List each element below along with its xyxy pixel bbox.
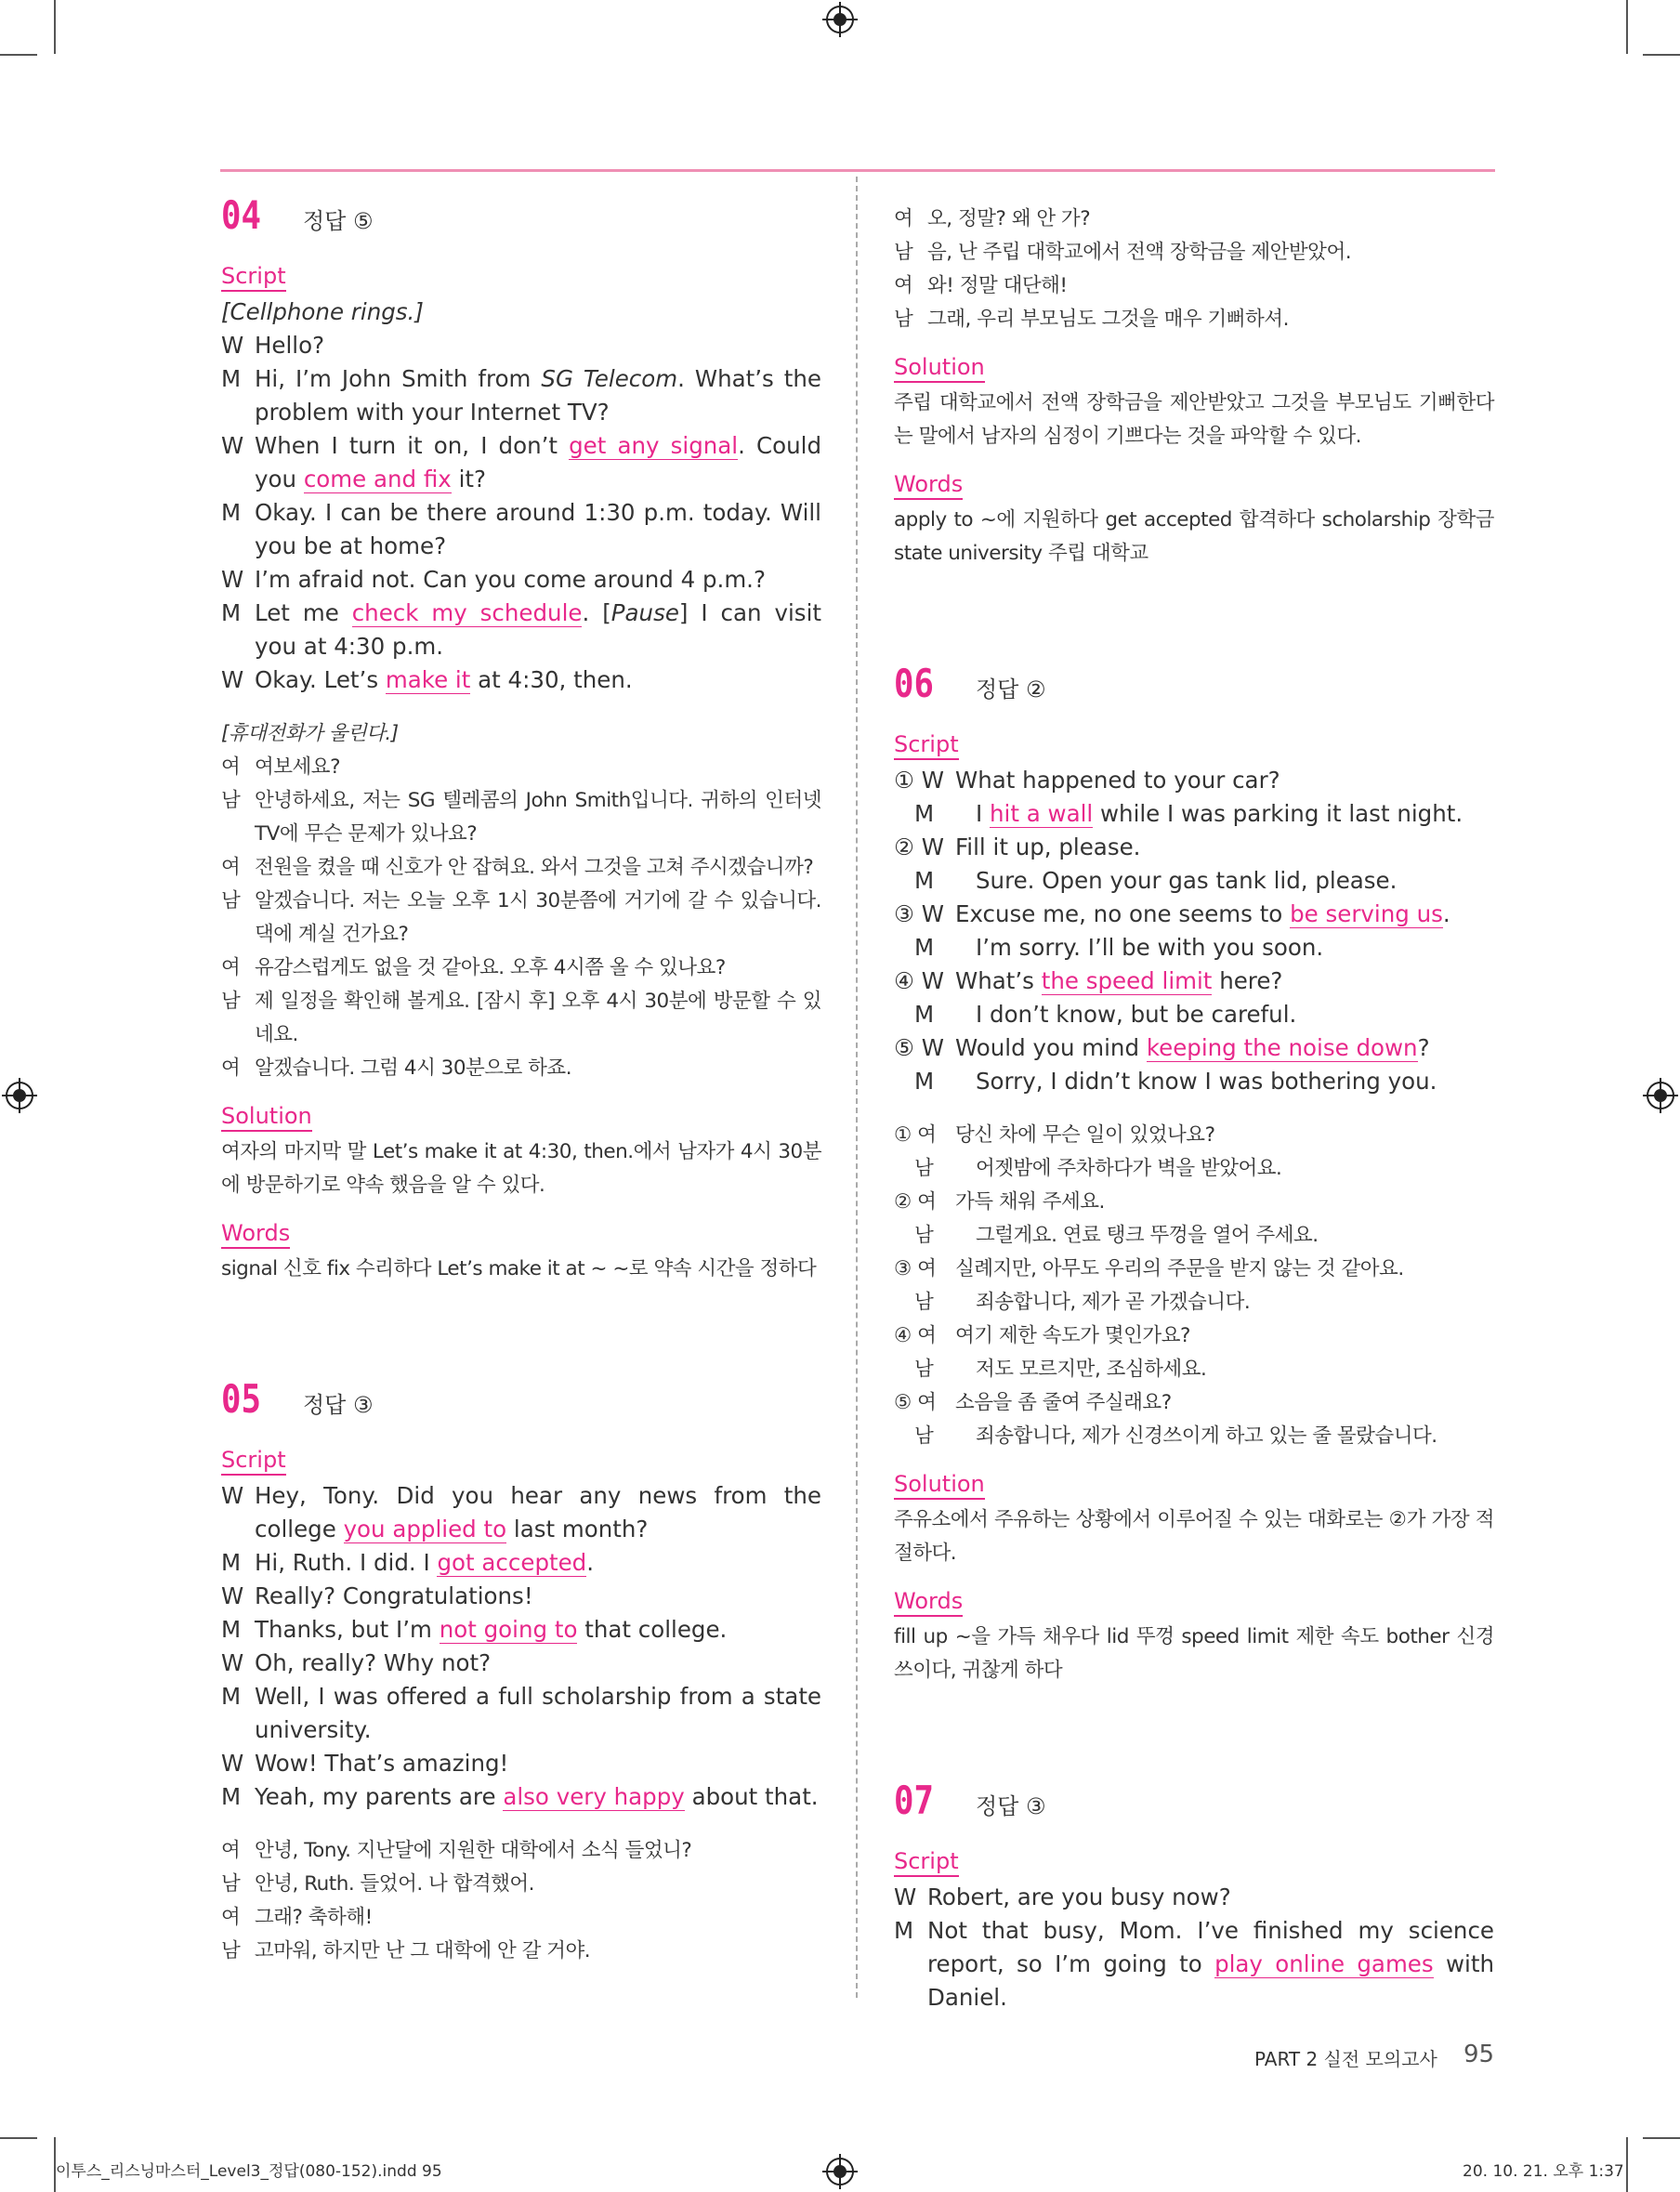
translation-text: 죄송합니다, 제가 곧 가겠습니다. [976, 1291, 1251, 1314]
speaker-label: 여 [221, 1057, 241, 1080]
dialogue-line [221, 1580, 821, 1613]
translation-line [894, 1219, 1494, 1253]
text-segment: Wow! That’s amazing! [255, 1750, 509, 1777]
dialogue-line [894, 1031, 1494, 1065]
dialogue-text [976, 864, 1494, 898]
question-number: 05 [221, 1376, 261, 1422]
speaker-label: M [221, 1783, 242, 1810]
highlighted-phrase: get any signal [569, 432, 739, 459]
speaker-label: M [221, 599, 242, 626]
speaker-label: W [221, 666, 244, 693]
text-segment: Let me [255, 599, 352, 626]
translation-text: 소음을 좀 줄여 주실래요? [955, 1391, 1172, 1414]
words-text: fill up ~을 가득 채우다 lid 뚜껑 speed limit 제한 속도 bother 신경쓰이다, 귀찮게 하다 [894, 1625, 1494, 1682]
speaker-label: ② W [894, 833, 944, 860]
text-segment: with Daniel. [927, 1950, 1494, 2011]
speaker-label: W [221, 1649, 244, 1676]
highlighted-phrase: be serving us [1290, 900, 1443, 927]
text-segment: last month? [506, 1516, 649, 1542]
dialogue-line [221, 496, 821, 563]
dialogue-line [221, 429, 821, 496]
text-segment: here? [1212, 967, 1283, 994]
translation-line [894, 203, 1494, 236]
translation-line [894, 1386, 1494, 1420]
speaker-label: M [914, 1001, 935, 1028]
dialogue-text [255, 1479, 821, 1546]
speaker-label: M [914, 1068, 935, 1095]
answer-key: 정답 ③ [303, 1392, 374, 1418]
dialogue-line [221, 1647, 821, 1680]
speaker-label: 남 [914, 1424, 934, 1448]
script-dialogue [894, 764, 1494, 1098]
dialogue-line [221, 1479, 821, 1546]
text-segment: Hi, Ruth. I did. I [255, 1549, 438, 1576]
dialogue-text [255, 329, 821, 362]
translation-text: 여보세요? [255, 755, 340, 779]
speaker-label: ① W [894, 767, 944, 794]
speaker-label: 남 [914, 1358, 934, 1381]
speaker-label: 여 [221, 1839, 241, 1862]
translation-line [221, 1834, 821, 1868]
text-segment: Okay. I can be there around 1:30 p.m. today. Will you be at home? [255, 499, 821, 559]
dialogue-text [955, 898, 1494, 931]
translation-text: 제 일정을 확인해 볼게요. [잠시 후] 오후 4시 30분에 방문할 수 있네요. [255, 990, 821, 1046]
solution-label: Solution [221, 1102, 312, 1132]
text-segment: Would you mind [955, 1034, 1147, 1061]
highlighted-phrase: check my schedule [351, 599, 583, 626]
speaker-label: M [221, 499, 242, 526]
dialogue-text [255, 1747, 821, 1780]
highlighted-phrase: you applied to [343, 1516, 507, 1542]
dialogue-line [894, 965, 1494, 998]
translation-line [221, 851, 821, 885]
translation-text: 그래, 우리 부모님도 그것을 매우 기뻐하셔. [927, 308, 1289, 331]
text-segment: Well, I was offered a full scholarship from a state university. [255, 1683, 821, 1743]
question-number: 06 [894, 661, 934, 706]
translation-dialogue [894, 203, 1494, 336]
words-label: Words [221, 1219, 290, 1249]
speaker-label: M [221, 1616, 242, 1643]
text-segment: at 4:30, then. [470, 666, 633, 693]
translation-text: 죄송합니다, 제가 신경쓰이게 하고 있는 줄 몰랐습니다. [976, 1424, 1437, 1448]
translation-line [894, 1353, 1494, 1386]
footer-part-title: PART 2 실전 모의고사 [1254, 2048, 1437, 2070]
speaker-label: 여 [221, 856, 241, 879]
translation-line [894, 1253, 1494, 1286]
translation-text: 고마워, 하지만 난 그 대학에 안 갈 거야. [255, 1939, 591, 1962]
dialogue-line [894, 831, 1494, 864]
dialogue-line [221, 563, 821, 597]
text-segment: . [586, 1549, 595, 1576]
translation-text: 전원을 켰을 때 신호가 안 잡혀요. 와서 그것을 고쳐 주시겠습니까? [255, 856, 814, 879]
text-segment: it? [451, 466, 487, 492]
text-segment: Oh, really? Why not? [255, 1649, 492, 1676]
translation-text: 음, 난 주립 대학교에서 전액 장학금을 제안받았어. [927, 241, 1352, 264]
right-column [894, 203, 1494, 2015]
speaker-label: ⑤ 여 [894, 1391, 937, 1414]
dialogue-line [221, 362, 821, 429]
dialogue-text [255, 1613, 821, 1647]
translation-text: 당신 차에 무슨 일이 있었나요? [955, 1123, 1215, 1147]
dialogue-line [221, 663, 821, 697]
speaker-label: ③ 여 [894, 1257, 937, 1280]
speaker-label: 남 [221, 1939, 241, 1962]
column-divider [856, 177, 858, 1998]
answer-key: 정답 ③ [976, 1793, 1046, 1819]
question-header [894, 661, 1494, 727]
answer-key: 정답 ② [976, 676, 1046, 702]
dialogue-line [894, 931, 1494, 965]
dialogue-text [255, 1580, 821, 1613]
script-label: Script [894, 730, 959, 760]
text-segment: about that. [684, 1783, 819, 1810]
crop-mark [1626, 2137, 1628, 2192]
speaker-label: M [914, 867, 935, 894]
speaker-label: ⑤ W [894, 1034, 944, 1061]
dialogue-text [255, 597, 821, 663]
speaker-label: W [221, 432, 244, 459]
speaker-label: W [221, 1750, 244, 1777]
dialogue-text [976, 998, 1494, 1031]
speaker-label: M [221, 365, 242, 392]
question-number: 04 [221, 192, 261, 238]
solution-text: 주립 대학교에서 전액 장학금을 제안받았고 그것을 부모님도 기뻐한다는 말에서 남자의 심정이 기쁘다는 것을 파악할 수 있다. [894, 391, 1494, 448]
highlighted-phrase: not going to [439, 1616, 578, 1643]
dialogue-line [221, 597, 821, 663]
text-segment: Not that busy, Mom. I’ve finished my science report, so I’m going to [927, 1917, 1494, 1977]
translation-dialogue [221, 1834, 821, 1968]
question-header [221, 1376, 821, 1442]
crop-mark [0, 54, 37, 56]
translation-text: 어젯밤에 주차하다가 벽을 받았어요. [976, 1157, 1282, 1180]
text-segment: Hi, I’m John Smith from [255, 365, 542, 392]
registration-mark-icon [826, 2158, 854, 2185]
translation-line [894, 1152, 1494, 1186]
crop-mark [1643, 2137, 1680, 2139]
crop-mark [54, 0, 56, 54]
words-text: apply to ~에 지원하다 get accepted 합격하다 scholarship 장학금 state university 주립 대학교 [894, 508, 1494, 565]
highlighted-phrase: keeping the noise down [1146, 1034, 1418, 1061]
speaker-label: ① 여 [894, 1123, 937, 1147]
script-label: Script [894, 1847, 959, 1877]
speaker-label: ③ W [894, 900, 944, 927]
dialogue-text [955, 831, 1494, 864]
speaker-label: M [221, 1683, 242, 1710]
words-label: Words [894, 1587, 963, 1617]
highlighted-phrase: play online games [1214, 1950, 1434, 1977]
translation-text: 안녕, Ruth. 들었어. 나 합격했어. [255, 1872, 535, 1896]
speaker-label: M [914, 934, 935, 961]
translation-line [221, 985, 821, 1052]
script-label: Script [221, 1446, 286, 1476]
dialogue-text [976, 1065, 1494, 1098]
speaker-label: W [221, 566, 244, 593]
translation-line [894, 269, 1494, 303]
print-file-info: 이투스_리스닝마스터_Level3_정답(080-152).indd 95 [56, 2162, 442, 2181]
italic-text: Pause [610, 599, 679, 626]
translation-line [894, 1286, 1494, 1319]
translation-text: 알겠습니다. 저는 오늘 오후 1시 30분쯤에 거기에 갈 수 있습니다. 댁에 계실 건가요? [255, 889, 821, 946]
highlighted-phrase: the speed limit [1041, 967, 1213, 994]
translation-text: 가득 채워 주세요. [955, 1190, 1105, 1214]
speaker-label: ② 여 [894, 1190, 937, 1214]
translation-text: 알겠습니다. 그럼 4시 30분으로 하죠. [255, 1057, 572, 1080]
text-segment: . [1442, 900, 1450, 927]
crop-mark [1643, 54, 1680, 56]
dialogue-text [927, 1914, 1494, 2015]
dialogue-line [894, 898, 1494, 931]
question-header [221, 192, 821, 258]
translation-text: 그럴게요. 연료 탱크 뚜껑을 열어 주세요. [976, 1224, 1319, 1247]
speaker-label: 남 [894, 241, 913, 264]
speaker-label: 여 [894, 207, 913, 230]
question-number: 07 [894, 1778, 934, 1823]
text-segment: Okay. Let’s [255, 666, 386, 693]
solution-label: Solution [894, 353, 985, 383]
translation-text: 유감스럽게도 없을 것 같아요. 오후 4시쯤 올 수 있나요? [255, 956, 726, 979]
text-segment: . Could you [255, 432, 821, 492]
translation-line [894, 1420, 1494, 1453]
text-segment: Hey, Tony. Did you hear any news from the college [255, 1482, 821, 1542]
dialogue-line [221, 1546, 821, 1580]
text-segment: that college. [577, 1616, 728, 1643]
dialogue-text [255, 1780, 821, 1814]
words-label: Words [894, 470, 963, 500]
text-segment: What happened to your car? [955, 767, 1280, 794]
dialogue-text [255, 663, 821, 697]
highlighted-phrase: got accepted [437, 1549, 587, 1576]
speaker-label: M [914, 800, 935, 827]
dialogue-line [221, 1613, 821, 1647]
translation-line [221, 1935, 821, 1968]
dialogue-text [255, 496, 821, 563]
dialogue-text [955, 965, 1494, 998]
text-segment: ] I can visit you at 4:30 p.m. [255, 599, 821, 660]
dialogue-line [894, 1065, 1494, 1098]
text-segment: . What’s the problem with your Internet TV? [255, 365, 822, 426]
dialogue-line [221, 1747, 821, 1780]
registration-mark-icon [826, 6, 854, 33]
dialogue-line [894, 1881, 1494, 1914]
speaker-label: W [221, 1582, 244, 1609]
speaker-label: 남 [221, 1872, 241, 1896]
dialogue-text [255, 1680, 821, 1747]
highlighted-phrase: come and fix [303, 466, 452, 492]
script-dialogue [221, 1479, 821, 1814]
words-text: signal 신호 fix 수리하다 Let’s make it at ~ ~로 약속 시간을 정하다 [221, 1257, 817, 1280]
crop-mark [1626, 0, 1628, 54]
speaker-label: 여 [221, 1906, 241, 1929]
speaker-label: 여 [221, 755, 241, 779]
speaker-label: 여 [221, 956, 241, 979]
solution-label: Solution [894, 1470, 985, 1500]
registration-mark-icon [6, 1082, 33, 1109]
dialogue-line [894, 864, 1494, 898]
dialogue-text [955, 764, 1494, 797]
highlighted-phrase: also very happy [503, 1783, 685, 1810]
dialogue-text [255, 1546, 821, 1580]
dialogue-line [221, 1680, 821, 1747]
text-segment: I [976, 800, 991, 827]
page-number: 95 [1463, 2041, 1495, 2068]
translation-line [221, 1052, 821, 1085]
text-segment: Really? Congratulations! [255, 1582, 533, 1609]
stage-direction-kr: [휴대전화가 울린다.] [221, 722, 399, 745]
dialogue-text [955, 1031, 1494, 1065]
translation-text: 여기 제한 속도가 몇인가요? [955, 1324, 1190, 1347]
dialogue-text [927, 1881, 1494, 1914]
translation-text: 저도 모르지만, 조심하세요. [976, 1358, 1207, 1381]
highlighted-phrase: hit a wall [990, 800, 1094, 827]
text-segment: Hello? [255, 332, 325, 359]
translation-text: 안녕하세요, 저는 SG 텔레콤의 John Smith입니다. 귀하의 인터넷 TV에 무슨 문제가 있나요? [255, 789, 821, 846]
dialogue-line [221, 1780, 821, 1814]
text-segment: I’m afraid not. Can you come around 4 p.m.? [255, 566, 766, 593]
dialogue-text [255, 1647, 821, 1680]
translation-text: 그래? 축하해! [255, 1906, 373, 1929]
speaker-label: 남 [221, 789, 241, 812]
text-segment: When I turn it on, I don’t [255, 432, 570, 459]
text-segment: Excuse me, no one seems to [955, 900, 1291, 927]
speaker-label: M [221, 1549, 242, 1576]
text-segment: Thanks, but I’m [255, 1616, 440, 1643]
speaker-label: 남 [914, 1157, 934, 1180]
dialogue-text [255, 563, 821, 597]
translation-text: 와! 정말 대단해! [927, 274, 1068, 297]
speaker-label: M [894, 1917, 914, 1944]
translation-line [221, 885, 821, 952]
dialogue-line [894, 764, 1494, 797]
translation-line [221, 1868, 821, 1901]
translation-line [894, 236, 1494, 269]
dialogue-line [894, 797, 1494, 831]
text-segment: . [ [582, 599, 611, 626]
answer-key: 정답 ⑤ [303, 208, 374, 234]
text-segment: Fill it up, please. [955, 833, 1141, 860]
translation-line [894, 303, 1494, 336]
text-segment: I’m sorry. I’ll be with you soon. [976, 934, 1324, 961]
translation-line [894, 1186, 1494, 1219]
translation-line [221, 952, 821, 985]
text-segment: Yeah, my parents are [255, 1783, 504, 1810]
header-rule [220, 169, 1495, 172]
translation-line [221, 1901, 821, 1935]
italic-text: SG Telecom [541, 365, 678, 392]
text-segment: Sure. Open your gas tank lid, please. [976, 867, 1398, 894]
speaker-label: W [894, 1884, 917, 1910]
solution-text: 주유소에서 주유하는 상황에서 이루어질 수 있는 대화로는 ②가 가장 적절하다. [894, 1508, 1494, 1565]
dialogue-text [976, 931, 1494, 965]
dialogue-line [894, 998, 1494, 1031]
script-label: Script [221, 262, 286, 292]
crop-mark [0, 2137, 37, 2139]
registration-mark-icon [1647, 1082, 1674, 1109]
speaker-label: 남 [221, 889, 241, 912]
speaker-label: W [221, 332, 244, 359]
text-segment: I don’t know, but be careful. [976, 1001, 1297, 1028]
dialogue-line [894, 1914, 1494, 2015]
text-segment: Sorry, I didn’t know I was bothering you. [976, 1068, 1437, 1095]
dialogue-text [255, 429, 821, 496]
speaker-label: 남 [914, 1291, 934, 1314]
speaker-label: 남 [914, 1224, 934, 1247]
translation-dialogue [894, 1119, 1494, 1453]
dialogue-text [976, 797, 1494, 831]
translation-line [894, 1319, 1494, 1353]
print-date-info: 20. 10. 21. 오후 1:37 [1463, 2162, 1624, 2181]
speaker-label: 남 [221, 990, 241, 1013]
left-column [221, 192, 822, 1968]
speaker-label: ④ W [894, 967, 944, 994]
translation-text: 안녕, Tony. 지난달에 지원한 대학에서 소식 들었니? [255, 1839, 692, 1862]
translation-line [221, 751, 821, 784]
text-segment: while I was parking it last night. [1093, 800, 1463, 827]
translation-text: 실례지만, 아무도 우리의 주문을 받지 않는 것 같아요. [955, 1257, 1404, 1280]
speaker-label: 남 [894, 308, 913, 331]
script-dialogue [894, 1881, 1494, 2015]
translation-line [221, 784, 821, 851]
speaker-label: 여 [894, 274, 913, 297]
stage-direction: [Cellphone rings.] [221, 298, 424, 325]
highlighted-phrase: make it [385, 666, 471, 693]
text-segment: Robert, are you busy now? [927, 1884, 1231, 1910]
script-dialogue [221, 329, 821, 697]
text-segment: ? [1417, 1034, 1430, 1061]
dialogue-line [221, 329, 821, 362]
speaker-label: W [221, 1482, 244, 1509]
dialogue-text [255, 362, 821, 429]
text-segment: What’s [955, 967, 1042, 994]
translation-line [894, 1119, 1494, 1152]
translation-dialogue [221, 751, 821, 1085]
solution-text: 여자의 마지막 말 Let’s make it at 4:30, then.에서 남자가 4시 30분에 방문하기로 약속 했음을 알 수 있다. [221, 1140, 821, 1197]
question-header [894, 1778, 1494, 1844]
speaker-label: ④ 여 [894, 1324, 937, 1347]
translation-text: 오, 정말? 왜 안 가? [927, 207, 1091, 230]
